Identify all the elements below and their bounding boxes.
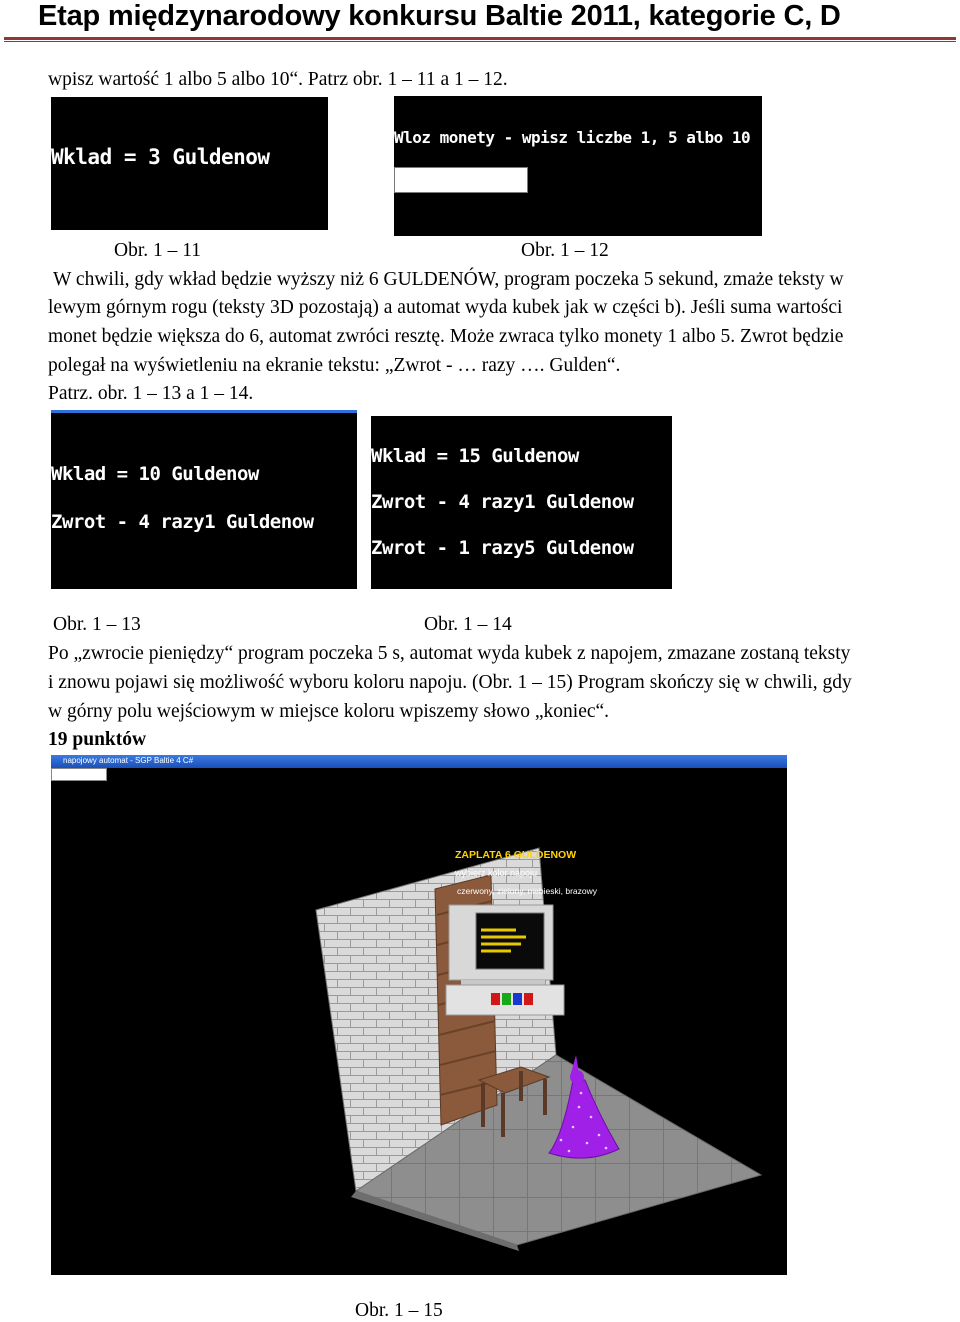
paragraph-line: monet będzie większa do 6, automat zwróci resztę. Może zwraca tylko monety 1 albo 5. Zwrot będzie: [48, 326, 844, 347]
paragraph-line: lewym górnym rogu (teksty 3D pozostają) a automat wyda kubek jak w części b). Jeśli suma wartości: [48, 297, 843, 318]
figure-1-15-window: [51, 755, 787, 1275]
caption-1-14: Obr. 1 – 14: [424, 614, 512, 635]
figure-text-zwrot: Zwrot - 4 razy1 Guldenow: [371, 491, 634, 513]
paragraph-line: w górny polu wejściowym w miejsce koloru wpiszemy słowo „koniec“.: [48, 701, 610, 722]
payment-text: ZAPLATA 6 GULDENOW: [455, 849, 577, 861]
scene-3d: [51, 755, 787, 1275]
figure-text-wklad: Wklad = 10 Guldenow: [51, 463, 259, 485]
choose-color-text: wybierz kolor napoju: [455, 868, 538, 878]
header-rule-thin: [4, 41, 956, 42]
points-label: 19 punktów: [48, 729, 147, 750]
paragraph-line: W chwili, gdy wkład będzie wyższy niż 6 GULDENÓW, program poczeka 5 sekund, zmaże teksty w: [53, 269, 844, 290]
figure-prompt-text: Wloz monety - wpisz liczbe 1, 5 albo 10: [394, 128, 751, 147]
figure-1-11: [51, 97, 328, 230]
paragraph-line: Patrz. obr. 1 – 13 a 1 – 14.: [48, 383, 254, 404]
page-header-title: Etap międzynarodowy konkursu Baltie 2011, kategorie C, D: [38, 0, 841, 32]
caption-1-12: Obr. 1 – 12: [521, 240, 609, 261]
figure-1-13: [51, 413, 357, 589]
color-options-text: czerwony, zielony, niebieski, brazowy: [457, 886, 597, 896]
paragraph-intro: wpisz wartość 1 albo 5 albo 10“. Patrz obr. 1 – 11 a 1 – 12.: [48, 69, 508, 90]
figure-1-12: [394, 96, 762, 236]
caption-1-11: Obr. 1 – 11: [114, 240, 202, 261]
header-rule: [4, 37, 956, 40]
figure-1-14: [371, 416, 672, 589]
caption-1-15: Obr. 1 – 15: [355, 1300, 443, 1321]
caption-1-13: Obr. 1 – 13: [53, 614, 141, 635]
figure-text-wklad: Wklad = 3 Guldenow: [51, 145, 270, 169]
paragraph-line: i znowu pojawi się możliwość wyboru koloru napoju. (Obr. 1 – 15) Program skończy się w chwili, gdy: [48, 672, 852, 693]
window-title: napojowy automat - SGP Baltie 4 C#: [63, 756, 194, 765]
figure-text-zwrot: Zwrot - 1 razy5 Guldenow: [371, 537, 634, 559]
figure-text-zwrot: Zwrot - 4 razy1 Guldenow: [51, 511, 314, 533]
coin-input-field[interactable]: [394, 167, 528, 193]
figure-text-wklad: Wklad = 15 Guldenow: [371, 445, 579, 467]
paragraph-line: polegał na wyświetleniu na ekranie tekstu: „Zwrot - … razy …. Gulden“.: [48, 355, 621, 376]
paragraph-line: Po „zwrocie pieniędzy“ program poczeka 5 s, automat wyda kubek z napojem, zmazane zostaną teksty: [48, 643, 851, 664]
